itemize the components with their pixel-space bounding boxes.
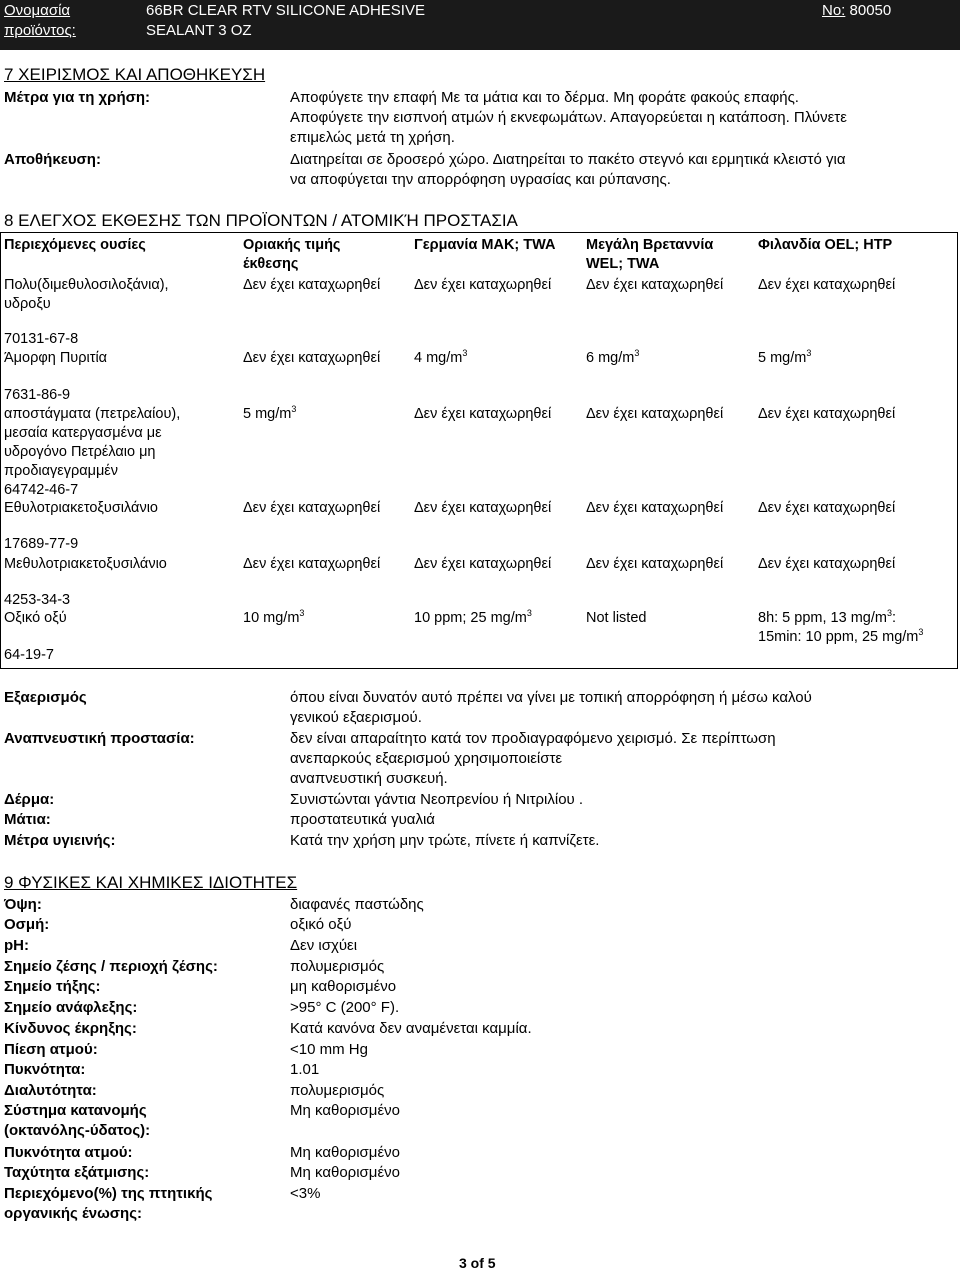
prop-partition-label: Σύστημα κατανομής (οκτανόλης-ύδατος): xyxy=(4,1102,151,1139)
table-cell: 10 ppm; 25 $mg/m^3$ xyxy=(414,608,532,626)
table-row-name: αποστάγματα (πετρελαίου), μεσαία κατεργασμένα με υδρογόνο Πετρέλαιο μη προδιαγεγραμμέν 64742-46-7 xyxy=(4,406,181,498)
section-9-title: 9 ΦΥΣΙΚΕΣ ΚΑΙ ΧΗΜΙΚΕΣ ΙΔΙΟΤΗΤΕΣ xyxy=(4,873,298,892)
col-header-limits: Οριακής τιμής έκθεσης xyxy=(243,237,341,272)
product-name-label: Ονομασία προϊόντος: xyxy=(4,2,76,39)
table-row-name: Άμορφη Πυριτία xyxy=(4,350,108,366)
prop-melting-value: μη καθορισμένο xyxy=(290,978,397,995)
prop-explosion-label: Κίνδυνος έκρηξης: xyxy=(4,1020,137,1037)
prop-appearance-value: διαφανές παστώδης xyxy=(290,896,424,913)
skin-label: Δέρμα: xyxy=(4,791,55,808)
table-cell: Δεν έχει καταχωρηθεί xyxy=(758,556,896,572)
table-cell: 8h: 5 ppm, 13 $mg/m^3$: 15min: 10 ppm, 25 $mg/m^3$ xyxy=(758,608,924,645)
prop-vapor-pressure-value: <10 mm Hg xyxy=(290,1041,368,1058)
prop-partition-value: Μη καθορισμένο xyxy=(290,1102,400,1119)
prop-ph-value: Δεν ισχύει xyxy=(290,937,358,954)
skin-text: Συνιστώνται γάντια Νεοπρενίου ή Νιτριλίου . xyxy=(290,791,584,808)
table-cell: Δεν έχει καταχωρηθεί xyxy=(243,277,381,293)
table-cell: 10 $mg/m^3$ xyxy=(243,608,305,626)
table-row-name: Μεθυλοτριακετοξυσιλάνιο xyxy=(4,556,167,572)
table-row-name: Εθυλοτριακετοξυσιλάνιο xyxy=(4,500,158,516)
table-cell: Δεν έχει καταχωρηθεί xyxy=(414,277,552,293)
table-cell: Δεν έχει καταχωρηθεί xyxy=(243,500,381,516)
prop-density-label: Πυκνότητα: xyxy=(4,1061,86,1078)
storage-text: Διατηρείται σε δροσερό χώρο. Διατηρείται το πακέτο στεγνό και ερμητικά κλειστό για να αποφύγεται την απορρόφηση υγρασίας και ρύπανσης. xyxy=(290,151,846,188)
prop-flash-value: >95° C (200° F). xyxy=(290,999,400,1016)
table-cell: Δεν έχει καταχωρηθεί xyxy=(586,277,724,293)
table-row-cas: 7631-86-9 xyxy=(4,387,71,403)
table-cell: 5 $mg/m^3$ xyxy=(758,348,812,366)
prop-melting-label: Σημείο τήξης: xyxy=(4,978,101,995)
table-cell: Δεν έχει καταχωρηθεί xyxy=(758,406,896,422)
table-cell: Δεν έχει καταχωρηθεί xyxy=(586,500,724,516)
col-header-germany: Γερμανία MAK; TWA xyxy=(414,237,556,253)
usage-label: Μέτρα για τη χρήση: xyxy=(4,89,151,106)
col-header-finland: Φιλανδία OEL; HTP xyxy=(758,237,893,253)
table-cell: 5 $mg/m^3$ xyxy=(243,404,297,422)
prop-explosion-value: Κατά κανόνα δεν αναμένεται καμμία. xyxy=(290,1020,532,1037)
table-cell: Δεν έχει καταχωρηθεί xyxy=(758,277,896,293)
prop-evaporation-label: Ταχύτητα εξάτμισης: xyxy=(4,1164,150,1181)
table-row-cas: 64-19-7 xyxy=(4,647,54,663)
table-row-cas: 64742-46-7 xyxy=(4,482,79,498)
table-cell: Δεν έχει καταχωρηθεί xyxy=(243,350,381,366)
document-number: No: 80050 xyxy=(822,2,892,19)
prop-solubility-label: Διαλυτότητα: xyxy=(4,1082,97,1099)
respiratory-label: Αναπνευστική προστασία: xyxy=(4,730,195,747)
table-cell: Δεν έχει καταχωρηθεί xyxy=(586,406,724,422)
table-cell: Δεν έχει καταχωρηθεί xyxy=(414,556,552,572)
exposure-limits-table xyxy=(0,232,958,669)
prop-vapor-density-value: Μη καθορισμένο xyxy=(290,1144,400,1161)
table-row-name: Πολυ(διμεθυλοσιλοξάνια), υδροξυ xyxy=(4,277,169,312)
prop-solubility-value: πολυμερισμός xyxy=(290,1082,385,1099)
table-row-cas: 4253-34-3 xyxy=(4,592,71,608)
prop-evaporation-value: Μη καθορισμένο xyxy=(290,1164,400,1181)
prop-voc-value: <3% xyxy=(290,1185,321,1202)
eyes-text: προστατευτικά γυαλιά xyxy=(290,811,435,828)
hygiene-label: Μέτρα υγιεινής: xyxy=(4,832,116,849)
prop-flash-label: Σημείο ανάφλεξης: xyxy=(4,999,138,1016)
table-cell: Δεν έχει καταχωρηθεί xyxy=(414,406,552,422)
prop-boiling-label: Σημείο ζέσης / περιοχή ζέσης: xyxy=(4,958,218,975)
prop-voc-label: Περιεχόμενο(%) της πτητικής οργανικής ένωσης: xyxy=(4,1185,213,1222)
col-header-uk: Μεγάλη Βρεταννία WEL; TWA xyxy=(586,237,714,272)
prop-vapor-density-label: Πυκνότητα ατμού: xyxy=(4,1144,133,1161)
table-cell: Δεν έχει καταχωρηθεί xyxy=(243,556,381,572)
prop-density-value: 1.01 xyxy=(290,1061,320,1078)
prop-boiling-value: πολυμερισμός xyxy=(290,958,385,975)
prop-ph-label: pH: xyxy=(4,937,29,954)
product-name: 66BR CLEAR RTV SILICONE ADHESIVE SEALANT 3 OZ xyxy=(146,2,425,39)
table-cell: Δεν έχει καταχωρηθεί xyxy=(414,500,552,516)
table-cell: 6 $mg/m^3$ xyxy=(586,348,640,366)
hygiene-text: Κατά την χρήση μην τρώτε, πίνετε ή καπνίζετε. xyxy=(290,832,600,849)
table-row-cas: 17689-77-9 xyxy=(4,536,79,552)
ventilation-text: όπου είναι δυνατόν αυτό πρέπει να γίνει με τοπική απορρόφηση ή μέσω καλού γενικού εξαερισμού. xyxy=(290,689,812,726)
table-cell: Not listed xyxy=(586,610,647,626)
page-number: 3 of 5 xyxy=(459,1255,496,1269)
table-row-name: Οξικό οξύ xyxy=(4,610,67,626)
table-cell: Δεν έχει καταχωρηθεί xyxy=(586,556,724,572)
storage-label: Αποθήκευση: xyxy=(4,151,101,168)
eyes-label: Μάτια: xyxy=(4,811,51,828)
ventilation-label: Εξαερισμός xyxy=(4,689,87,706)
document-header xyxy=(0,0,960,50)
col-header-substances: Περιεχόμενες ουσίες xyxy=(4,237,146,253)
usage-text: Αποφύγετε την επαφή Με τα μάτια και το δέρμα. Μη φοράτε φακούς επαφής. Αποφύγετε την εισπνοή ατμών ή εκνεφωμάτων. Απαγορεύεται η κατάποση. Πλύνετε επιμελώς μετά τη χρήση. xyxy=(290,89,847,146)
prop-odor-value: οξικό οξύ xyxy=(290,916,352,933)
table-cell: Δεν έχει καταχωρηθεί xyxy=(758,500,896,516)
section-7-title: 7 ΧΕΙΡΙΣΜΟΣ ΚΑΙ ΑΠΟΘΗΚΕΥΣΗ xyxy=(4,65,266,84)
prop-vapor-pressure-label: Πίεση ατμού: xyxy=(4,1041,98,1058)
table-cell: 4 $mg/m^3$ xyxy=(414,348,468,366)
prop-odor-label: Οσμή: xyxy=(4,916,50,933)
prop-appearance-label: Όψη: xyxy=(4,896,42,913)
section-8-title: 8 ΕΛΕΓΧΟΣ ΕΚΘΕΣΗΣ ΤΩΝ ΠΡΟΪΟΝΤΩΝ / ΑΤΟΜΙΚΉ ΠΡΟΣΤΑΣΙΑ xyxy=(4,211,518,230)
respiratory-text: δεν είναι απαραίτητο κατά τον προδιαγραφόμενο χειρισμό. Σε περίπτωση ανεπαρκούς εξαερισμού χρησιμοποιείστε αναπνευστική συσκευή. xyxy=(290,730,776,787)
table-row-cas: 70131-67-8 xyxy=(4,331,79,347)
